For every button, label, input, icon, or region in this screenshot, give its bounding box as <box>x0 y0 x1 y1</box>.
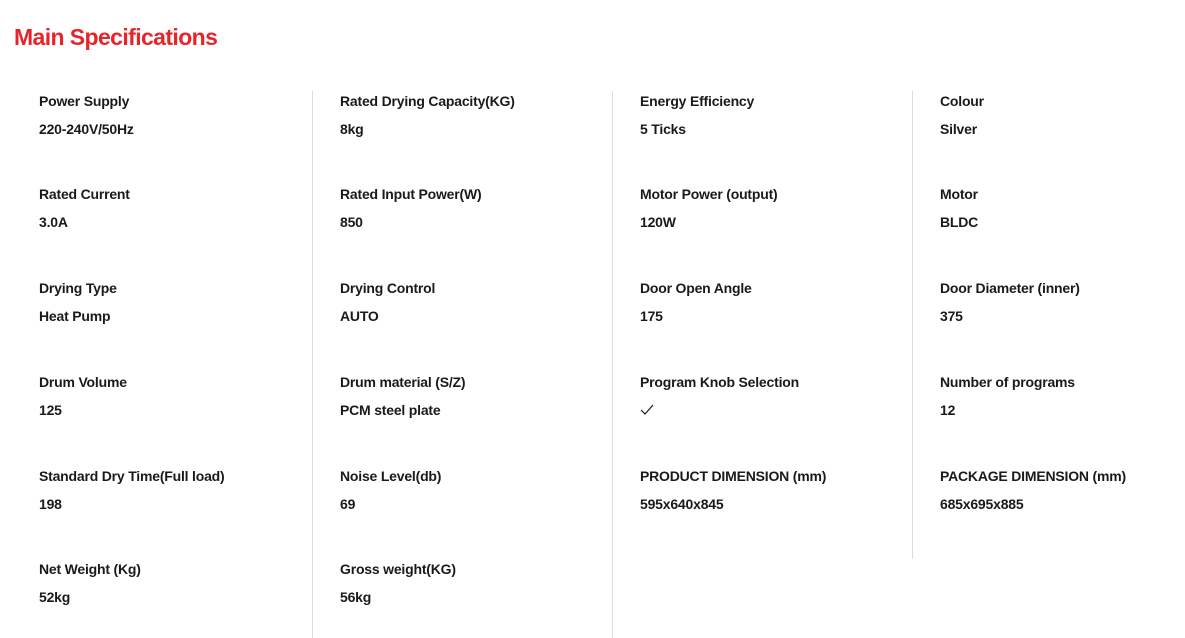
spec-door-diameter <box>940 278 1185 326</box>
spec-rated-drying-capacity <box>340 91 610 139</box>
spec-drying-type <box>39 278 309 326</box>
spec-value: 8kg <box>340 121 364 137</box>
spec-column-2 <box>312 91 613 638</box>
spec-colour <box>940 91 1185 139</box>
spec-label: Net Weight (Kg) <box>39 561 141 577</box>
spec-standard-dry-time <box>39 466 309 514</box>
spec-net-weight <box>39 559 309 607</box>
spec-label: Gross weight(KG) <box>340 561 456 577</box>
spec-label: Noise Level(db) <box>340 468 442 484</box>
spec-value: 5 Ticks <box>640 121 686 137</box>
spec-label: Motor Power (output) <box>640 186 778 202</box>
spec-value <box>640 400 910 421</box>
spec-door-open-angle <box>640 278 910 326</box>
spec-value: 12 <box>940 402 956 418</box>
spec-label: Drying Control <box>340 280 436 296</box>
spec-column-4 <box>912 91 1185 559</box>
spec-label: Door Open Angle <box>640 280 752 296</box>
page-title: Main Specifications <box>14 24 218 50</box>
spec-value: 52kg <box>39 589 71 605</box>
spec-label: PACKAGE DIMENSION (mm) <box>940 468 1126 484</box>
spec-value: 198 <box>39 496 62 512</box>
spec-label: Number of programs <box>940 374 1075 390</box>
spec-label: PRODUCT DIMENSION (mm) <box>640 468 827 484</box>
spec-rated-input-power <box>340 184 610 232</box>
spec-power-supply <box>39 91 309 139</box>
spec-package-dimension <box>940 466 1185 514</box>
spec-label: Motor <box>940 186 978 202</box>
spec-value: 3.0A <box>39 214 68 230</box>
spec-value: 375 <box>940 308 963 324</box>
spec-label: Drying Type <box>39 280 117 296</box>
spec-noise-level <box>340 466 610 514</box>
spec-value: 125 <box>39 402 62 418</box>
spec-value: 120W <box>640 214 676 230</box>
spec-label: Colour <box>940 93 984 109</box>
spec-value: 175 <box>640 308 663 324</box>
spec-value: Silver <box>940 121 977 137</box>
spec-label: Power Supply <box>39 93 130 109</box>
spec-label: Door Diameter (inner) <box>940 280 1080 296</box>
spec-value: Heat Pump <box>39 308 111 324</box>
spec-drying-control <box>340 278 610 326</box>
spec-drum-material <box>340 372 610 420</box>
spec-value: 220-240V/50Hz <box>39 121 134 137</box>
checkmark-icon <box>640 404 654 416</box>
spec-label: Rated Input Power(W) <box>340 186 482 202</box>
spec-energy-efficiency <box>640 91 910 139</box>
spec-motor-power <box>640 184 910 232</box>
specifications-grid <box>0 91 1185 638</box>
spec-value: 595x640x845 <box>640 496 724 512</box>
spec-value: 56kg <box>340 589 372 605</box>
spec-number-of-programs <box>940 372 1185 420</box>
spec-gross-weight <box>340 559 610 607</box>
spec-column-3 <box>612 91 913 638</box>
spec-drum-volume <box>39 372 309 420</box>
spec-label: Energy Efficiency <box>640 93 755 109</box>
spec-value: AUTO <box>340 308 379 324</box>
spec-program-knob-selection <box>640 372 910 421</box>
spec-value: 69 <box>340 496 356 512</box>
spec-product-dimension <box>640 466 910 514</box>
spec-label: Rated Current <box>39 186 130 202</box>
spec-label: Standard Dry Time(Full load) <box>39 468 225 484</box>
spec-value: BLDC <box>940 214 979 230</box>
spec-label: Drum Volume <box>39 374 127 390</box>
spec-motor <box>940 184 1185 232</box>
spec-rated-current <box>39 184 309 232</box>
spec-value: 685x695x885 <box>940 496 1024 512</box>
spec-value: PCM steel plate <box>340 402 441 418</box>
spec-value: 850 <box>340 214 363 230</box>
spec-label: Drum material (S/Z) <box>340 374 466 390</box>
spec-label: Rated Drying Capacity(KG) <box>340 93 515 109</box>
spec-label: Program Knob Selection <box>640 374 799 390</box>
